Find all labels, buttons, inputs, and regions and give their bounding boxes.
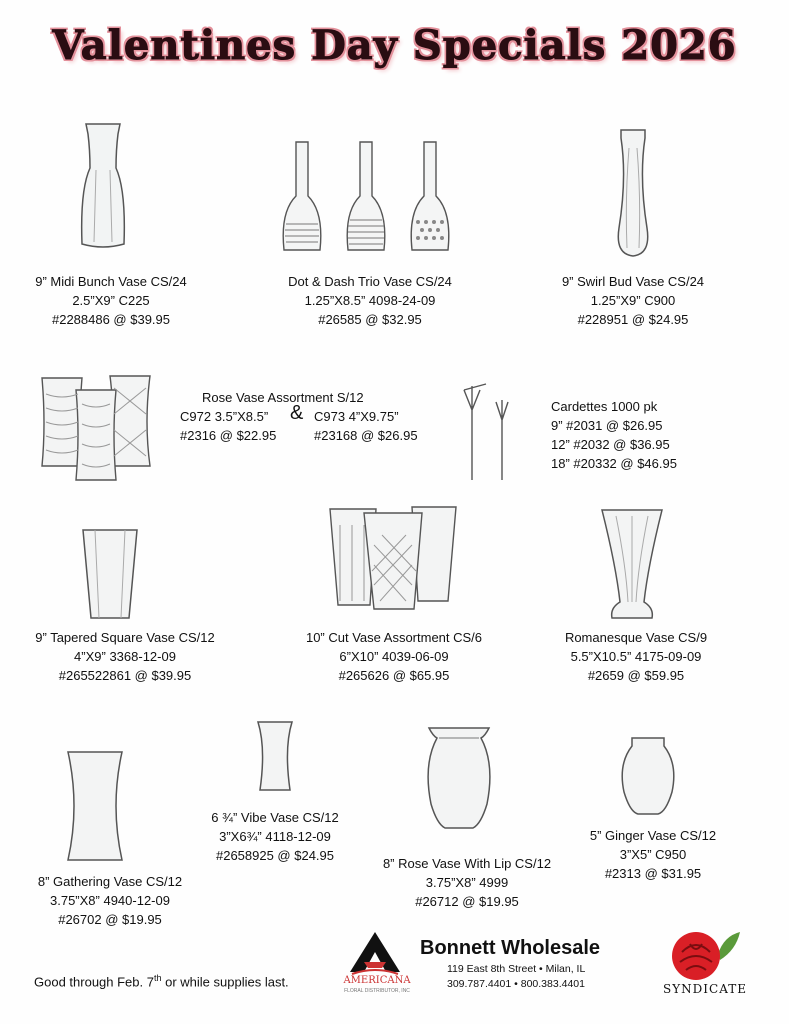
- product-name: Romanesque Vase CS/9: [564, 630, 708, 645]
- validity-note: [34, 973, 289, 989]
- rose-logo-icon: [662, 930, 742, 987]
- dot-dash-trio-image: [280, 138, 458, 254]
- product-gathering: [22, 872, 198, 929]
- rose-assort-spec1-wrap: [180, 407, 276, 445]
- americana-logo-icon: [340, 930, 410, 981]
- product-name: 10” Cut Vase Assortment CS/6: [305, 630, 483, 645]
- product-line: 18” #20332 @ $46.95: [551, 456, 677, 471]
- product-price: #26585 @ $32.95: [318, 312, 422, 327]
- product-ginger: [580, 826, 726, 883]
- product-romanesque: [548, 628, 724, 685]
- product-price: #26712 @ $19.95: [415, 894, 519, 909]
- tapered-square-vase-image: [81, 526, 139, 622]
- product-name: Rose Vase Assortment S/12: [202, 390, 364, 405]
- product-swirl-bud: [548, 272, 718, 329]
- product-spec: 3.75”X8” 4999: [425, 875, 509, 890]
- product-price: #26702 @ $19.95: [58, 912, 162, 927]
- ampersand: &: [290, 402, 304, 424]
- product-spec: 6”X10” 4039-06-09: [339, 649, 449, 664]
- product-spec: 5.5”X10.5” 4175-09-09: [570, 649, 702, 664]
- product-cut-vase: [288, 628, 500, 685]
- product-price: #2658925 @ $24.95: [215, 848, 335, 863]
- product-spec: 3”X6¾” 4118-12-09: [219, 829, 331, 844]
- logo-subtext: FLORAL DISTRIBUTOR, INC: [344, 988, 410, 994]
- company-phones: 309.787.4401 • 800.383.4401: [447, 978, 585, 990]
- product-vibe: [200, 808, 350, 865]
- rose-vase-with-lip-image: [425, 724, 493, 834]
- product-dot-dash: [270, 272, 470, 329]
- product-spec: 1.25”X9” C900: [590, 293, 676, 308]
- product-price: #2659 @ $59.95: [587, 668, 685, 683]
- product-spec: 1.25”X8.5” 4098-24-09: [304, 293, 436, 308]
- romanesque-vase-image: [600, 506, 664, 622]
- product-rose-assortment: [180, 388, 376, 407]
- product-name: 8” Rose Vase With Lip CS/12: [382, 856, 552, 871]
- rose-assort-spec2-wrap: [314, 407, 418, 445]
- product-name: 9” Midi Bunch Vase CS/24: [35, 274, 187, 289]
- product-tapered-square: [28, 628, 222, 685]
- syndicate-logo-text: SYNDICATE: [663, 982, 747, 996]
- product-line: 12” #2032 @ $36.95: [551, 437, 670, 452]
- note-text: Good through Feb. 7: [34, 974, 154, 990]
- company-contact: [447, 962, 585, 992]
- product-spec: 4”X9” 3368-12-09: [74, 649, 176, 664]
- ginger-vase-image: [618, 734, 678, 818]
- product-name: Dot & Dash Trio Vase CS/24: [288, 274, 452, 289]
- logo-text: AMERICANA: [343, 975, 411, 986]
- product-midi-bunch: [28, 272, 194, 329]
- cut-vase-assortment-image: [326, 505, 460, 613]
- product-spec: 3.75”X8” 4940-12-09: [50, 893, 170, 908]
- page-title: Valentines Day Specials 2026: [52, 22, 737, 69]
- product-price: #2288486 @ $39.95: [51, 312, 171, 327]
- product-price: #228951 @ $24.95: [577, 312, 689, 327]
- product-price: #23168 @ $26.95: [314, 428, 418, 443]
- note-text-end: or while supplies last.: [161, 974, 289, 990]
- vibe-vase-image: [254, 718, 296, 794]
- product-spec: 2.5”X9” C225: [72, 293, 150, 308]
- product-rose-lip: [374, 854, 560, 911]
- product-price: #265522861 @ $39.95: [58, 668, 192, 683]
- cardettes-image: [456, 380, 522, 484]
- rose-vase-assortment-image: [38, 374, 154, 482]
- product-line: 9” #2031 @ $26.95: [551, 418, 663, 433]
- product-cardettes: [551, 397, 677, 473]
- company-name: Bonnett Wholesale: [420, 937, 601, 959]
- product-spec: C972 3.5”X8.5”: [180, 409, 269, 424]
- note-sup: th: [153, 973, 162, 983]
- product-spec: 3”X5” C950: [619, 847, 687, 862]
- product-price: #2316 @ $22.95: [180, 428, 277, 443]
- midi-bunch-vase-image: [78, 120, 128, 252]
- swirl-bud-vase-image: [613, 128, 653, 258]
- product-name: 6 ¾” Vibe Vase CS/12: [211, 810, 339, 825]
- product-name: 8” Gathering Vase CS/12: [37, 874, 183, 889]
- product-spec: C973 4”X9.75”: [314, 409, 399, 424]
- company-address: 119 East 8th Street • Milan, IL: [447, 963, 586, 975]
- product-name: 9” Swirl Bud Vase CS/24: [561, 274, 705, 289]
- product-name: Cardettes 1000 pk: [551, 399, 658, 414]
- product-name: 9” Tapered Square Vase CS/12: [35, 630, 215, 645]
- product-price: #2313 @ $31.95: [604, 866, 702, 881]
- product-price: #265626 @ $65.95: [338, 668, 450, 683]
- product-name: 5” Ginger Vase CS/12: [589, 828, 717, 843]
- gathering-vase-image: [66, 748, 124, 864]
